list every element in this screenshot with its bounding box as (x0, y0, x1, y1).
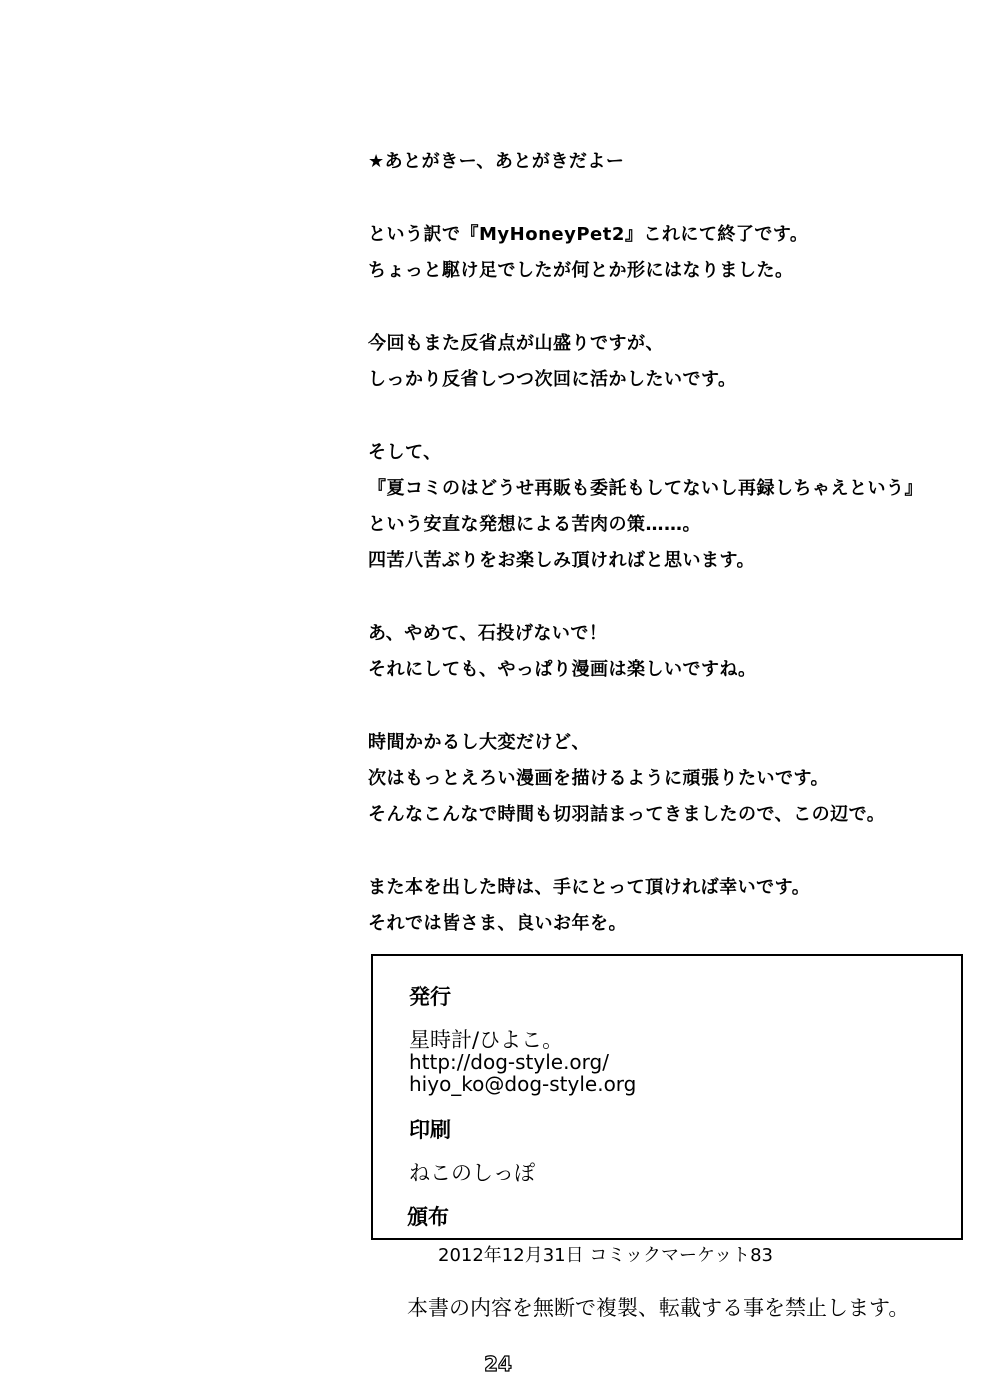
afterword-line: また本を出した時は、手にとって頂ければ幸いです。 (368, 877, 811, 898)
afterword-line: しっかり反省しつつ次回に活かしたいです。 (368, 369, 737, 390)
printer-heading: 印刷 (409, 1118, 451, 1142)
afterword-line: という安直な発想による苦肉の策……。 (368, 514, 701, 535)
afterword-line: そして、 (368, 442, 442, 463)
afterword-heading: ★あとがきー、あとがきだよー (368, 151, 625, 172)
copyright-notice: 本書の内容を無断で複製、転載する事を禁止します。 (407, 1296, 910, 1320)
colophon-box (371, 954, 963, 1240)
afterword-line: それにしても、やっぱり漫画は楽しいですね。 (368, 659, 757, 680)
afterword-line: 『夏コミのはどうせ再販も委託もしてないし再録しちゃえという』 (368, 478, 923, 499)
afterword-line: という訳で『MyHoneyPet2』これにて終了です。 (368, 224, 809, 245)
afterword-line: 今回もまた反省点が山盛りですが、 (368, 333, 664, 354)
afterword-line: 次はもっとえろい漫画を描けるように頑張りたいです。 (368, 768, 830, 789)
afterword-line: そんなこんなで時間も切羽詰まってきましたので、この辺で。 (368, 804, 886, 825)
publisher-url: http://dog-style.org/ (409, 1050, 609, 1074)
distribution-heading: 頒布 (407, 1205, 449, 1229)
afterword-line: あ、やめて、石投げないで！ (368, 623, 608, 644)
page-number: 24 (484, 1352, 512, 1376)
publisher-heading: 発行 (409, 985, 451, 1009)
printer-name: ねこのしっぽ (409, 1161, 535, 1185)
afterword-line: それでは皆さま、良いお年を。 (368, 913, 627, 934)
publisher-name: 星時計/ひよこ。 (409, 1028, 564, 1052)
afterword-line: 時間かかるし大変だけど、 (368, 732, 590, 753)
afterword-line: 四苦八苦ぶりをお楽しみ頂ければと思います。 (368, 550, 756, 571)
publisher-email: hiyo_ko@dog-style.org (409, 1072, 637, 1096)
afterword-line: ちょっと駆け足でしたが何とか形にはなりました。 (368, 260, 794, 281)
distribution-detail: 2012年12月31日 コミックマーケット83 (438, 1245, 773, 1266)
